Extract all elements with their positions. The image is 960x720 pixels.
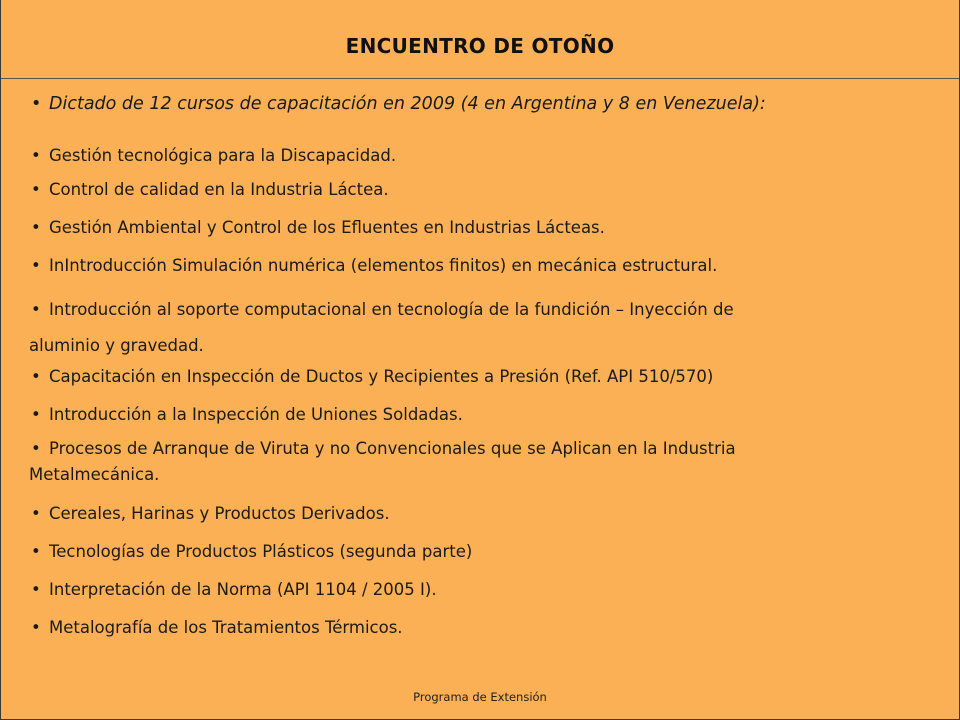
course-item [31, 542, 472, 562]
bullet-icon: • [31, 218, 41, 237]
title-bar [1, 0, 959, 79]
course-text: Procesos de Arranque de Viruta y no Convencionales que se Aplican en la Industria [49, 439, 736, 458]
course-item [31, 180, 389, 200]
course-text: Metalografía de los Tratamientos Térmicos. [49, 618, 403, 637]
intro-text: Dictado de 12 cursos de capacitación en 2009 (4 en Argentina y 8 en Venezuela): [49, 94, 766, 114]
course-item [31, 405, 463, 425]
course-text-continued: aluminio y gravedad. [29, 336, 204, 355]
bullet-icon: • [31, 146, 41, 165]
course-text: Introducción a la Inspección de Uniones Soldadas. [49, 405, 463, 424]
slide-title: ENCUENTRO DE OTOÑO [345, 34, 615, 58]
course-text: Capacitación en Inspección de Ductos y Recipientes a Presión (Ref. API 510/570) [49, 367, 714, 386]
bullet-icon: • [31, 256, 41, 275]
bullet-icon: • [31, 618, 41, 637]
bullet-icon: • [31, 367, 41, 386]
course-text: Gestión Ambiental y Control de los Efluentes en Industrias Lácteas. [49, 218, 605, 237]
course-text: Tecnologías de Productos Plásticos (segunda parte) [49, 542, 473, 561]
course-item [31, 580, 437, 600]
bullet-icon: • [31, 439, 41, 458]
course-text: Cereales, Harinas y Productos Derivados. [49, 504, 390, 523]
course-item [31, 367, 713, 387]
footer-text: Programa de Extensión [413, 690, 547, 704]
bullet-icon: • [31, 300, 41, 319]
course-item [31, 256, 717, 276]
course-text: InIntroducción Simulación numérica (elementos finitos) en mecánica estructural. [49, 256, 718, 275]
course-item [31, 618, 403, 638]
intro-line [31, 94, 766, 114]
bullet-icon: • [31, 94, 42, 114]
bullet-icon: • [31, 542, 41, 561]
course-text: Introducción al soporte computacional en tecnología de la fundición – Inyección de [49, 300, 734, 319]
bullet-icon: • [31, 504, 41, 523]
bullet-icon: • [31, 580, 41, 599]
bullet-icon: • [31, 180, 41, 199]
course-item [31, 146, 396, 166]
course-item [31, 504, 390, 524]
course-text: Interpretación de la Norma (API 1104 / 2005 I). [49, 580, 437, 599]
course-text-continued: Metalmecánica. [29, 465, 160, 484]
course-item [31, 218, 605, 238]
course-text: Gestión tecnológica para la Discapacidad. [49, 146, 397, 165]
course-text: Control de calidad en la Industria Láctea. [49, 180, 389, 199]
course-item [31, 292, 734, 364]
course-item [31, 436, 736, 488]
bullet-icon: • [31, 405, 41, 424]
